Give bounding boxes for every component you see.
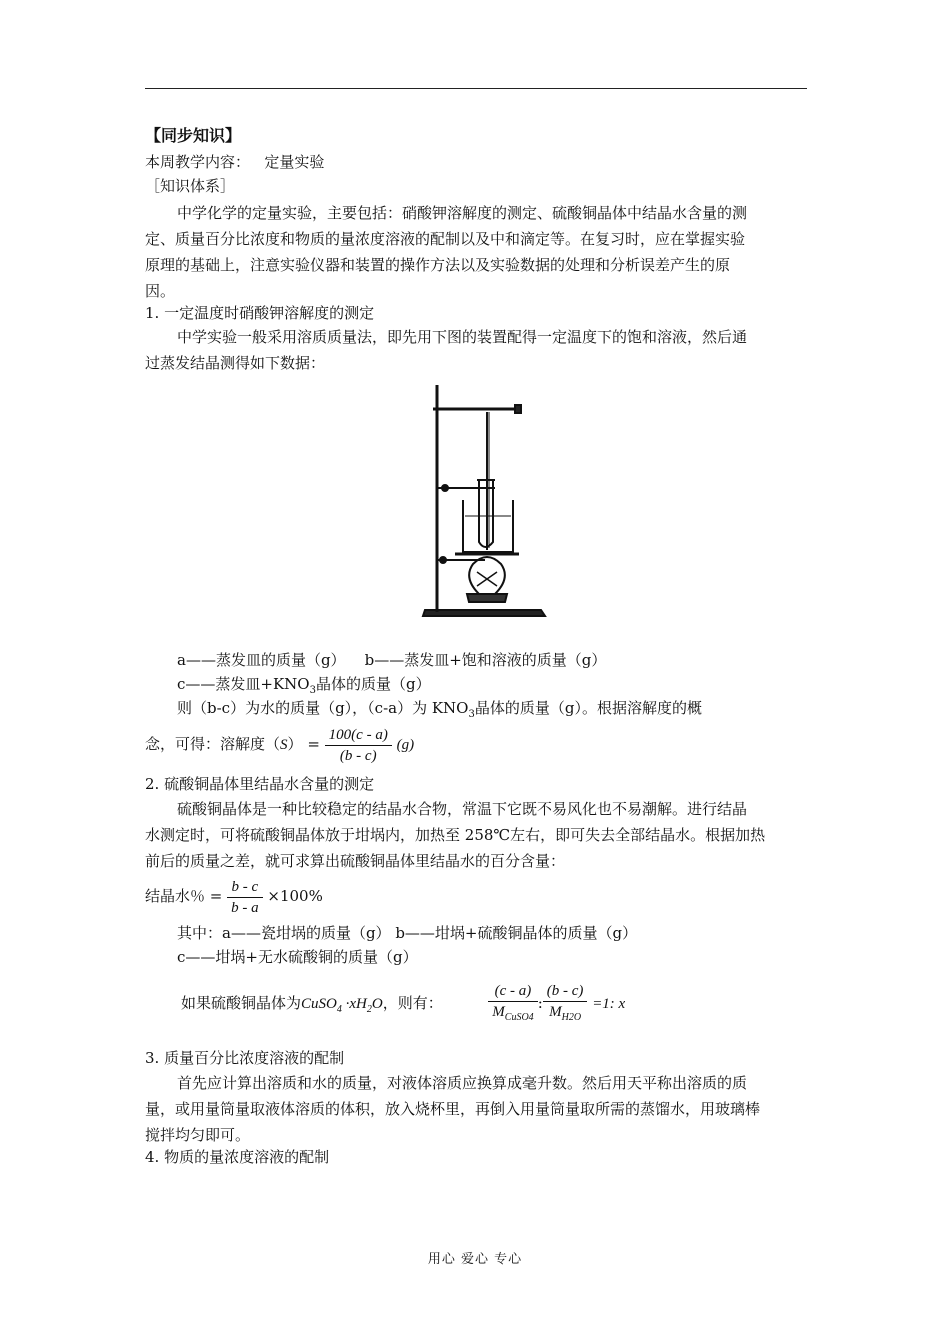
fraction-numerator: 100(c - a) [325,725,392,746]
section-title: 【同步知识】 [145,126,242,145]
intro-line: 因。 [145,282,176,300]
formula-tail: ×100% [267,887,323,905]
section-2-para: 前后的质量之差，就可求算出硫酸铜晶体里结晶水的百分含量： [145,852,566,870]
compound-text: CuSO [301,996,337,1012]
solubility-formula [145,722,807,767]
ratio-fraction-1 [488,981,537,1028]
then-text: 晶体的质量（g）。根据溶解度的概 [474,699,702,717]
fraction-denominator [488,1002,537,1028]
fraction-denominator: b - a [231,899,259,916]
formula-text: ） [287,735,303,753]
def-b: b——蒸发皿+饱和溶液的质量（g） [364,651,607,669]
molar-mass: M [549,1003,562,1020]
def-c-text: c——蒸发皿+KNO [177,675,310,693]
section-3-para: 搅拌均匀即可。 [145,1126,251,1144]
formula-lead: 结晶水％ = [145,887,223,905]
water-fraction [227,877,263,918]
then-text: 则（b-c）为水的质量（g），（c-a）为 KNO [177,699,469,717]
formula-eq: = [307,735,320,753]
water-percent-formula [145,874,807,918]
week-content-value: 定量实验 [264,153,325,171]
ratio-lead: 如果硫酸铜晶体为 [181,994,302,1012]
section-3-para: 量，或用量筒量取液体溶质的体积，放入烧杯里，再倒入用量筒量取所需的蒸馏水，用玻璃棒 [145,1100,761,1118]
def-c-text: 晶体的质量（g） [315,675,431,693]
def-a: a——蒸发皿的质量（g） [177,651,346,669]
week-content [145,150,807,174]
section-4-heading: 4. 物质的量浓度溶液的配制 [145,1148,330,1166]
ratio-colon: : [537,994,543,1012]
section-1-heading: 1. 一定温度时硝酸钾溶解度的测定 [145,304,375,322]
week-content-label: 本周教学内容： [145,153,251,171]
fraction-denominator [543,1002,588,1028]
ratio-compound [301,996,383,1015]
subscript: H2O [561,1011,582,1023]
subscript: 3 [468,709,475,720]
section-3-heading: 3. 质量百分比浓度溶液的配制 [145,1049,345,1067]
section-2-para: 水测定时，可将硫酸铜晶体放于坩埚内，加热至 258℃左右，即可失去全部结晶水。根据加热 [145,826,766,844]
formula-symbol: S [280,737,288,753]
def-a-b [145,648,807,672]
section-2-para: 硫酸铜晶体是一种比较稳定的结晶水合物，常温下它既不易风化也不易潮解。进行结晶 [177,800,748,818]
where-line: 其中：a——瓷坩埚的质量（g） b——坩埚+硫酸铜晶体的质量（g） [177,924,638,942]
section-2-heading: 2. 硫酸铜晶体里结晶水含量的测定 [145,775,375,793]
compound-text: O [371,996,383,1012]
intro-line: 定、质量百分比浓度和物质的量浓度溶液的配制以及中和滴定等。在复习时，应在掌握实验 [145,230,746,248]
header-rule [145,88,807,89]
fraction-numerator: (c - a) [488,981,537,1002]
section-3-para: 首先应计算出溶质和水的质量，对液体溶质应换算成毫升数。然后用天平称出溶质的质 [177,1074,748,1092]
intro-line: 原理的基础上，注意实验仪器和装置的操作方法以及实验数据的处理和分析误差产生的原 [145,256,731,274]
subscript: CuSO4 [504,1011,534,1023]
ratio-result: =1: x [592,996,626,1012]
ratio-fraction-2 [543,981,588,1028]
formula-unit: (g) [396,737,415,753]
section-1-para: 中学实验一般采用溶质质量法，即先用下图的装置配得一定温度下的饱和溶液，然后通 [177,328,748,346]
fraction-numerator: b - c [227,877,263,898]
def-c-2: c——坩埚+无水硫酸铜的质量（g） [177,948,418,966]
section-1-para: 过蒸发结晶测得如下数据： [145,354,326,372]
knowledge-system-label: ［知识体系］ [145,177,236,195]
compound-text: ·xH [341,996,367,1012]
evaporation-apparatus-figure [415,380,555,625]
ratio-then: ，则有： [382,994,443,1012]
intro-line: 中学化学的定量实验，主要包括：硝酸钾溶解度的测定、硫酸铜晶体中结晶水含量的测 [177,204,748,222]
solubility-fraction [325,725,392,766]
fraction-numerator: (b - c) [543,981,588,1002]
formula-lead: 念，可得：溶解度（ [145,735,281,753]
subscript: 4 [336,1004,342,1015]
molar-mass: M [492,1003,505,1020]
ratio-formula [145,980,807,1033]
subscript: 3 [309,685,316,696]
subscript: 2 [366,1004,372,1015]
fraction-denominator: (b - c) [339,747,377,764]
page-footer: 用心 爱心 专心 [427,1252,523,1267]
